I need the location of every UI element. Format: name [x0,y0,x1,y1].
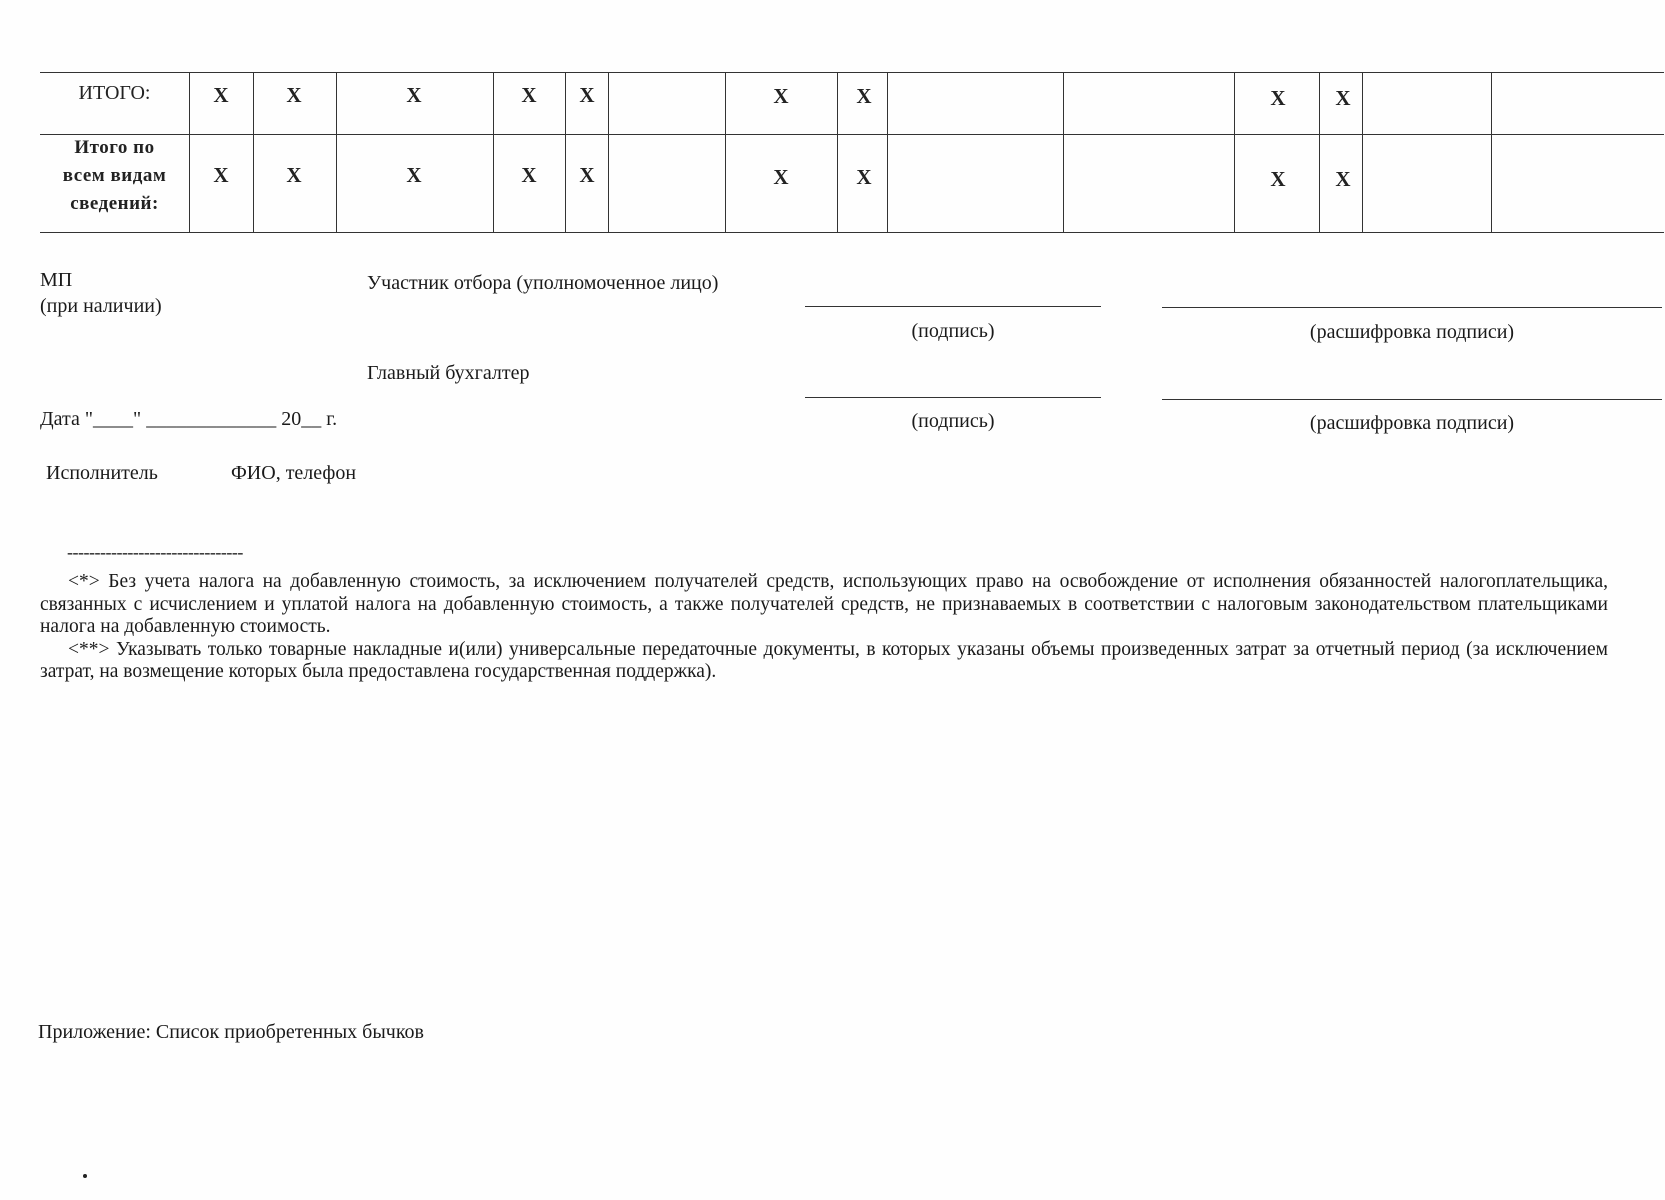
table-cell: X [213,83,229,107]
table-cell: X [406,163,422,187]
table-column-divider [1234,72,1235,232]
table-cell: X [1270,86,1286,110]
table-column-divider [565,72,566,232]
table-cell: X [521,83,537,107]
table-cell: X [773,165,789,189]
total-row-label: ИТОГО: [78,82,151,104]
table-column-divider [493,72,494,232]
footnote-separator: -------------------------------- [67,542,243,562]
signature-decode-caption: (расшифровка подписи) [1309,321,1515,343]
stamp-label: МП [40,269,73,291]
accountant-signature-line[interactable] [805,397,1101,398]
table-row-divider [40,134,1664,135]
table-column-divider [887,72,888,232]
table-column-divider [608,72,609,232]
table-cell: X [579,83,595,107]
signature-caption: (подпись) [911,410,995,432]
executor-contacts: ФИО, телефон [231,462,357,484]
table-cell: X [579,163,595,187]
table-column-divider [253,72,254,232]
table-cell: X [286,163,302,187]
participant-signature-line[interactable] [805,306,1101,307]
participant-label: Участник отбора (уполномоченное лицо) [367,272,719,294]
table-bottom-border [40,232,1664,233]
table-column-divider [837,72,838,232]
table-cell: X [521,163,537,187]
table-column-divider [189,72,190,232]
chief-accountant-label: Главный бухгалтер [367,362,530,384]
table-column-divider [725,72,726,232]
grand-total-label-line: сведений: [70,193,159,214]
grand-total-label-line: всем видам [62,165,167,186]
stamp-note: (при наличии) [40,295,162,317]
grand-total-label-line: Итого по [74,137,155,158]
executor-label: Исполнитель [46,462,158,484]
table-column-divider [1063,72,1064,232]
footnotes [40,571,1608,684]
signature-caption: (подпись) [911,320,995,342]
table-cell: X [1335,86,1351,110]
table-cell: X [1335,167,1351,191]
footnote-2: <**> Указывать только товарные накладные и(или) универсальные передаточные документы, в которых указаны объемы произведенных затрат за отчетный период (за исключением затрат, на возмещение которых была предоставлена государственная поддержка). [40,638,1608,682]
table-cell: X [856,84,872,108]
table-cell: X [286,83,302,107]
table-cell: X [856,165,872,189]
accountant-name-line[interactable] [1162,399,1662,400]
signature-decode-caption: (расшифровка подписи) [1309,412,1515,434]
table-cell: X [773,84,789,108]
footnote-1: <*> Без учета налога на добавленную стоимость, за исключением получателей средств, использующих право на освобождение от исполнения обязанностей налогоплательщика, связанных с исчислением и уплатой налога на добавленную стоимость, а также получателей средств, не признаваемых в соответствии с налоговым законодательством плательщиками налога на добавленную стоимость. [40,571,1608,637]
table-column-divider [336,72,337,232]
scan-speck [83,1174,87,1178]
table-top-border [40,72,1664,73]
participant-name-line[interactable] [1162,307,1662,308]
table-cell: X [213,163,229,187]
table-column-divider [1491,72,1492,232]
date-field[interactable]: Дата "____" _____________ 20__ г. [40,408,338,430]
table-column-divider [1319,72,1320,232]
attachment-note: Приложение: Список приобретенных бычков [38,1021,424,1043]
grand-total-row-label [40,134,189,218]
table-column-divider [1362,72,1363,232]
table-cell: X [406,83,422,107]
table-cell: X [1270,167,1286,191]
